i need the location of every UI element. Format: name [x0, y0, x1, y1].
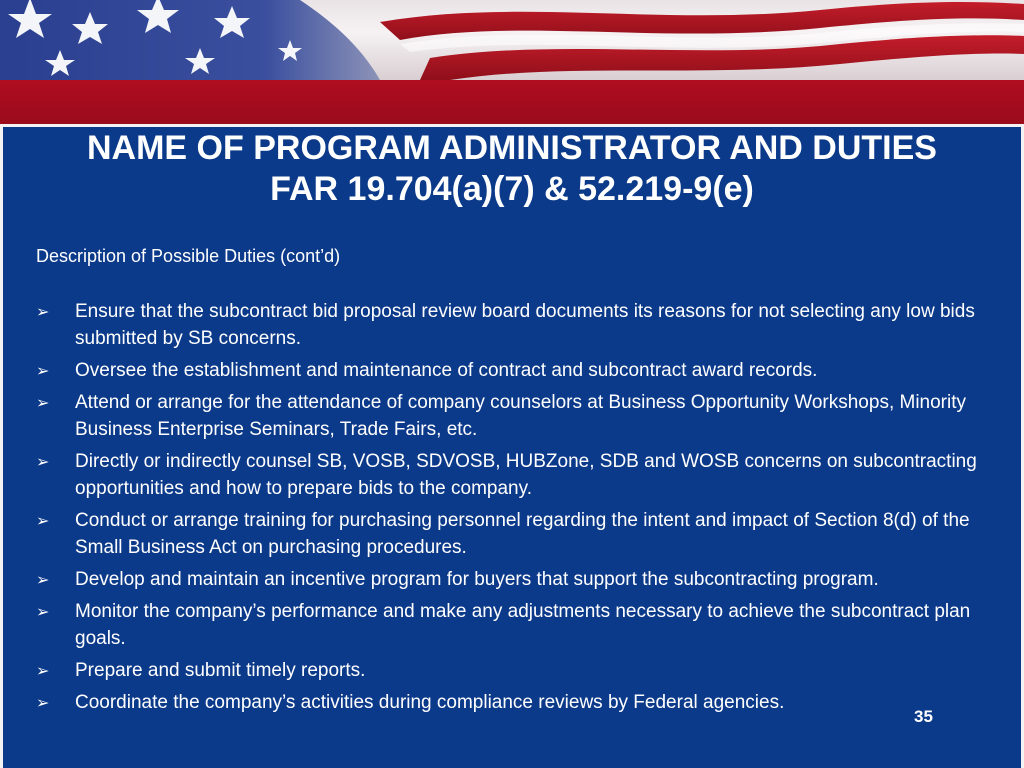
list-item [34, 566, 984, 593]
list-item-text: Oversee the establishment and maintenance of contract and subcontract award records. [75, 360, 818, 381]
list-item-text: Monitor the company’s performance and make any adjustments necessary to achieve the subcontract plan goals. [75, 601, 971, 649]
list-item [34, 598, 984, 652]
arrowhead-bullet-icon: ➢ [36, 302, 50, 321]
arrowhead-bullet-icon: ➢ [36, 361, 50, 380]
flag-banner-graphic [0, 0, 1024, 80]
list-item [34, 298, 984, 352]
list-item-text: Ensure that the subcontract bid proposal review board documents its reasons for not selecting any low bids submitted by SB concerns. [75, 301, 975, 349]
list-item [34, 507, 984, 561]
list-item-text: Coordinate the company’s activities during compliance reviews by Federal agencies. [75, 692, 785, 713]
slide-title [0, 128, 1024, 210]
slide-subtitle: Description of Possible Duties (cont’d) [36, 246, 341, 266]
arrowhead-bullet-icon: ➢ [36, 661, 50, 680]
red-header-bar [0, 80, 1024, 124]
list-item [34, 357, 984, 384]
american-flag-banner [0, 0, 1024, 80]
left-border [0, 127, 3, 768]
list-item-text: Attend or arrange for the attendance of company counselors at Business Opportunity Workshops, Minority Business Enterprise Seminars, Trade Fairs, etc. [75, 392, 967, 440]
arrowhead-bullet-icon: ➢ [36, 570, 50, 589]
arrowhead-bullet-icon: ➢ [36, 693, 50, 712]
arrowhead-bullet-icon: ➢ [36, 511, 50, 530]
arrowhead-bullet-icon: ➢ [36, 452, 50, 471]
list-item-text: Directly or indirectly counsel SB, VOSB, SDVOSB, HUBZone, SDB and WOSB concerns on subcontracting opportunities and how to prepare bids to the company. [75, 451, 977, 499]
arrowhead-bullet-icon: ➢ [36, 393, 50, 412]
list-item [34, 389, 984, 443]
list-item [34, 657, 984, 684]
duties-list [34, 298, 984, 721]
page-number: 35 [914, 707, 933, 726]
list-item [34, 689, 984, 716]
list-item-text: Conduct or arrange training for purchasing personnel regarding the intent and impact of Section 8(d) of the Small Business Act on purchasing procedures. [75, 510, 970, 558]
title-line-2: FAR 19.704(a)(7) & 52.219-9(e) [270, 170, 754, 208]
arrowhead-bullet-icon: ➢ [36, 602, 50, 621]
list-item [34, 448, 984, 502]
list-item-text: Prepare and submit timely reports. [75, 660, 366, 681]
title-line-1: NAME OF PROGRAM ADMINISTRATOR AND DUTIES [87, 129, 937, 167]
list-item-text: Develop and maintain an incentive program for buyers that support the subcontracting program. [75, 569, 879, 590]
